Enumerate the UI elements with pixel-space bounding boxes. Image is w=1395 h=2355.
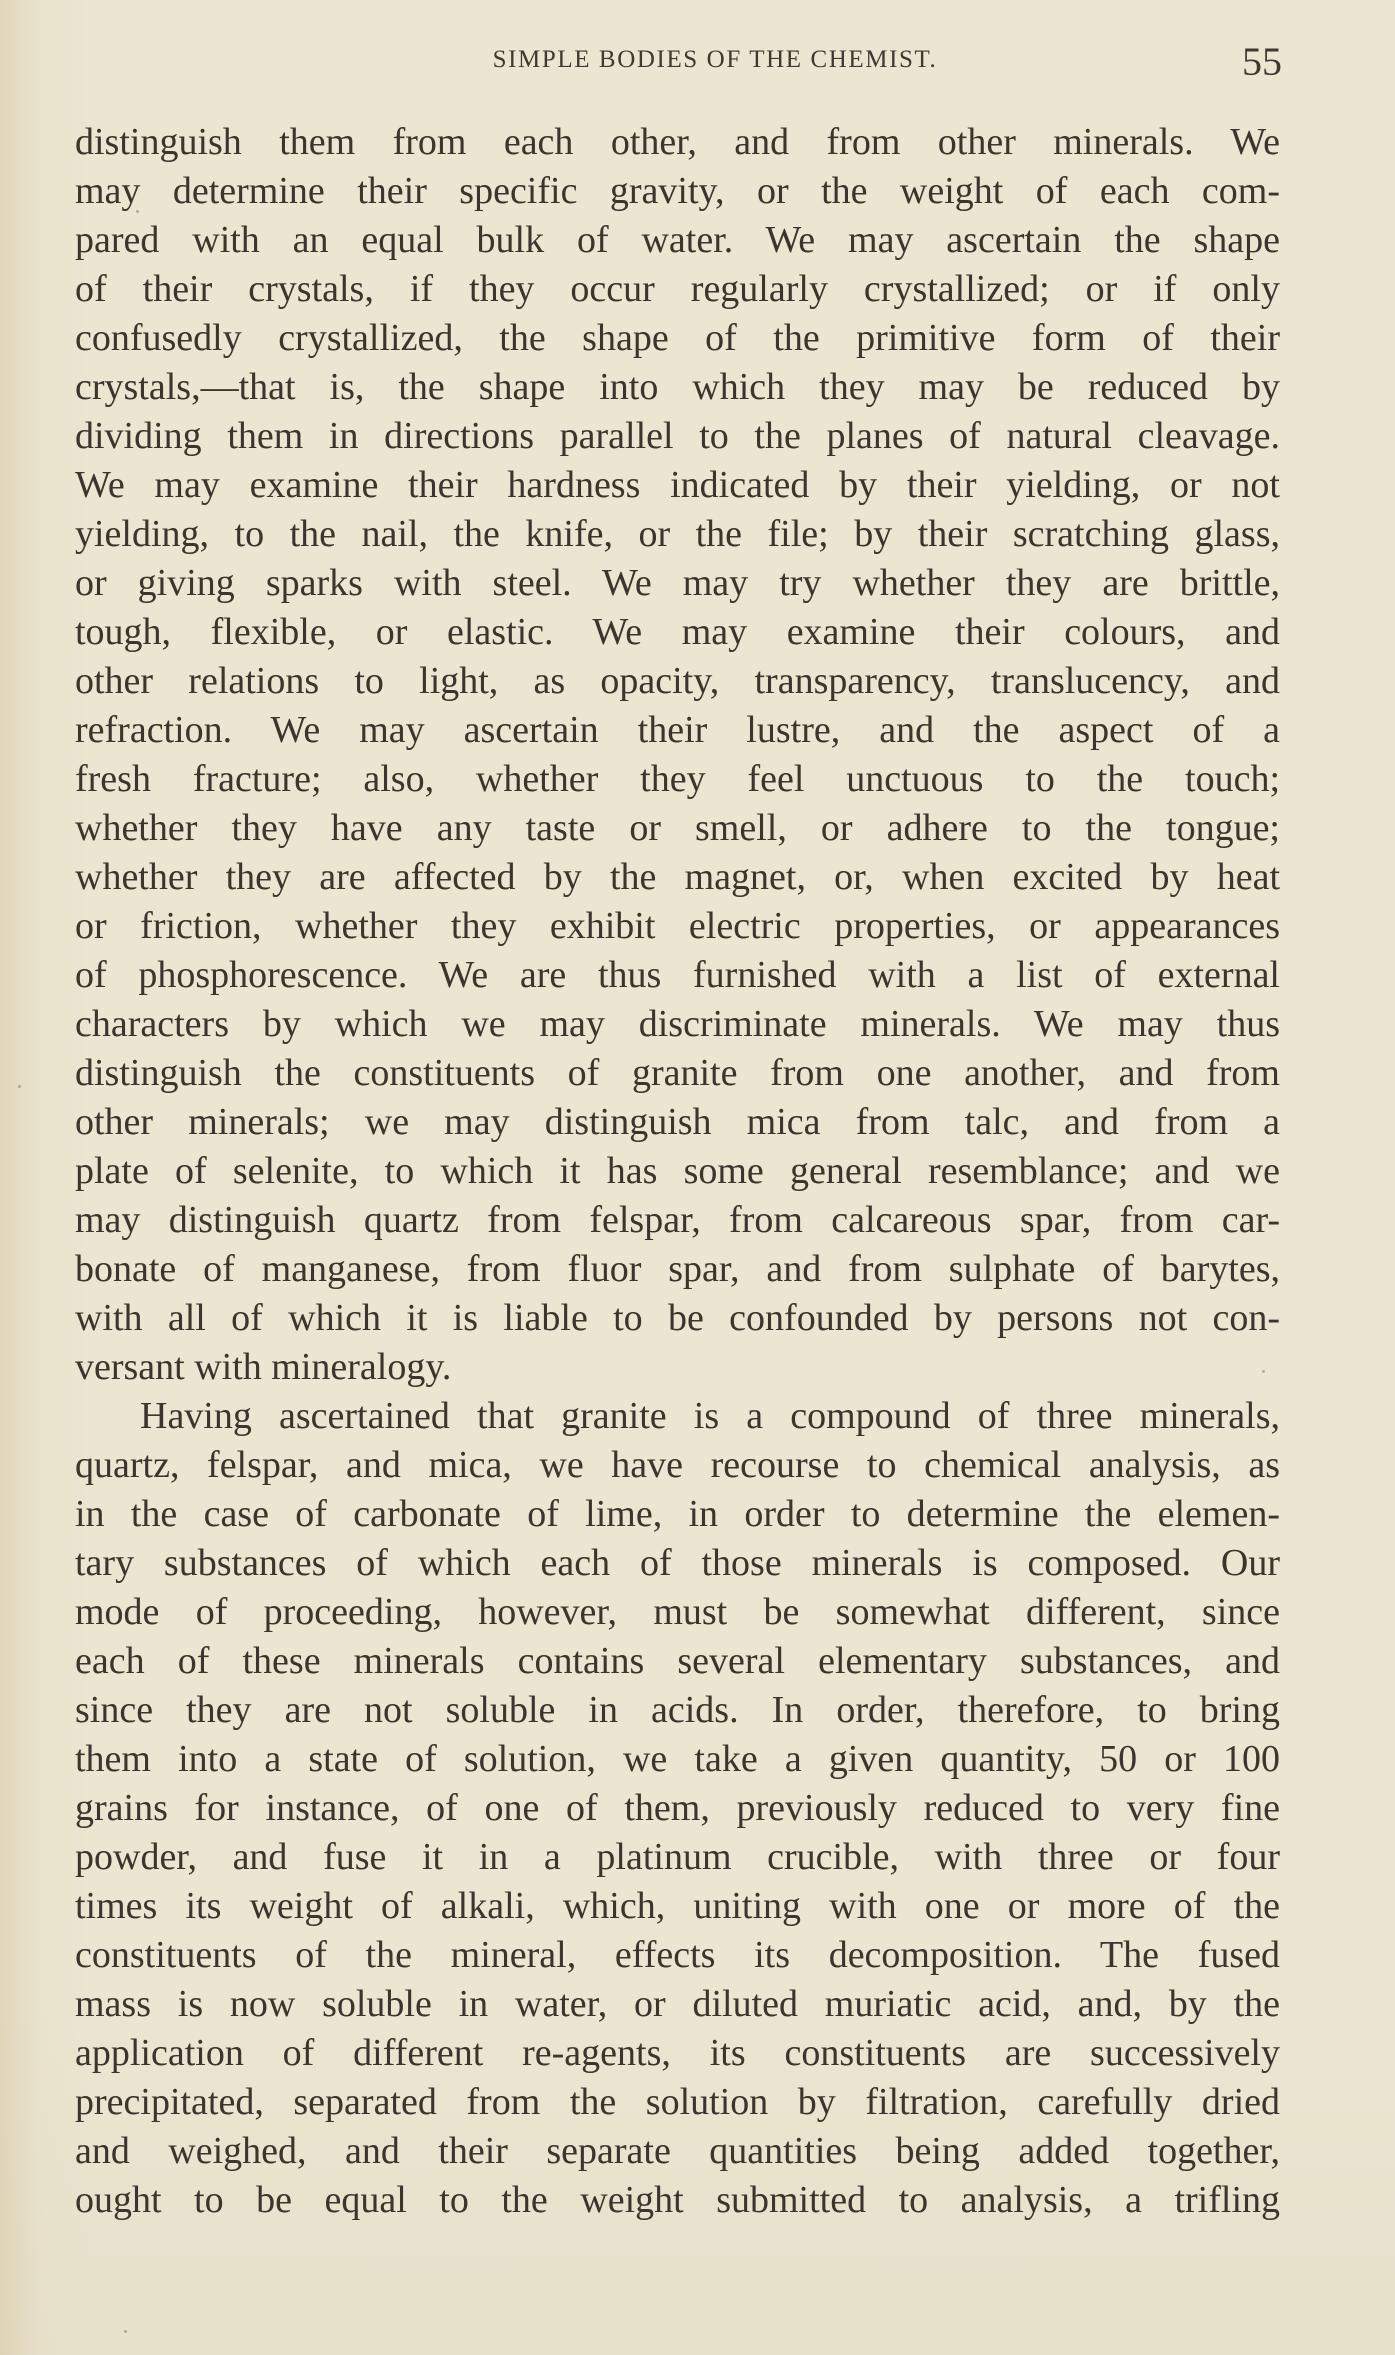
text-line: characters by which we may discriminate minerals. We may thus (75, 1003, 1280, 1045)
text-line: yielding, to the nail, the knife, or the file; by their scratching glass, (75, 513, 1280, 555)
paper-speck (1262, 1370, 1265, 1373)
text-line: times its weight of alkali, which, uniting with one or more of the (75, 1885, 1280, 1927)
text-line: distinguish the constituents of granite from one another, and from (75, 1052, 1280, 1094)
text-line: tary substances of which each of those minerals is composed. Our (75, 1542, 1280, 1584)
text-line: of phosphorescence. We are thus furnished with a list of external (75, 954, 1280, 996)
paragraph (75, 1392, 1280, 2225)
text-line: each of these minerals contains several elementary substances, and (75, 1640, 1280, 1682)
text-line: application of different re-agents, its constituents are successively (75, 2032, 1280, 2074)
text-line: and weighed, and their separate quantities being added together, (75, 2130, 1280, 2172)
text-line: pared with an equal bulk of water. We may ascertain the shape (75, 219, 1280, 261)
text-line: whether they are affected by the magnet, or, when excited by heat (75, 856, 1280, 898)
text-line: precipitated, separated from the solution by filtration, carefully dried (75, 2081, 1280, 2123)
paper-speck (18, 1085, 21, 1088)
text-line: refraction. We may ascertain their lustre, and the aspect of a (75, 709, 1280, 751)
text-line: in the case of carbonate of lime, in order to determine the elemen- (75, 1493, 1280, 1535)
page-number: 55 (1242, 39, 1282, 84)
text-line: fresh fracture; also, whether they feel unctuous to the touch; (75, 758, 1280, 800)
text-line: versant with mineralogy. (75, 1346, 452, 1388)
text-line: may distinguish quartz from felspar, from calcareous spar, from car- (75, 1199, 1280, 1241)
text-line: may determine their specific gravity, or the weight of each com- (75, 170, 1280, 212)
paper-speck (124, 2330, 127, 2333)
text-line: dividing them in directions parallel to the planes of natural cleavage. (75, 415, 1280, 457)
running-header-title: SIMPLE BODIES OF THE CHEMIST. (492, 46, 938, 73)
body-text (75, 118, 1280, 2225)
text-line: grains for instance, of one of them, previously reduced to very fine (75, 1787, 1280, 1829)
text-line: with all of which it is liable to be confounded by persons not con- (75, 1297, 1280, 1339)
text-line: since they are not soluble in acids. In order, therefore, to bring (75, 1689, 1280, 1731)
text-line: other relations to light, as opacity, transparency, translucency, and (75, 660, 1280, 702)
text-line: mass is now soluble in water, or diluted muriatic acid, and, by the (75, 1983, 1280, 2025)
text-line: tough, flexible, or elastic. We may examine their colours, and (75, 611, 1280, 653)
paragraph (75, 118, 1280, 1392)
text-line: other minerals; we may distinguish mica from talc, and from a (75, 1101, 1280, 1143)
text-line: ought to be equal to the weight submitted to analysis, a trifling (75, 2179, 1280, 2221)
text-line: whether they have any taste or smell, or adhere to the tongue; (75, 807, 1280, 849)
text-line: plate of selenite, to which it has some general resemblance; and we (75, 1150, 1280, 1192)
text-line: or friction, whether they exhibit electric properties, or appearances (75, 905, 1280, 947)
text-line: Having ascertained that granite is a compound of three minerals, (140, 1395, 1280, 1437)
paper-speck (136, 210, 139, 213)
text-line: confusedly crystallized, the shape of the primitive form of their (75, 317, 1280, 359)
text-line: quartz, felspar, and mica, we have recourse to chemical analysis, as (75, 1444, 1280, 1486)
text-line: them into a state of solution, we take a given quantity, 50 or 100 (75, 1738, 1280, 1780)
text-line: We may examine their hardness indicated by their yielding, or not (75, 464, 1280, 506)
text-line: crystals,—that is, the shape into which they may be reduced by (75, 366, 1280, 408)
text-line: constituents of the mineral, effects its decomposition. The fused (75, 1934, 1280, 1976)
text-line: of their crystals, if they occur regularly crystallized; or if only (75, 268, 1280, 310)
text-line: powder, and fuse it in a platinum crucible, with three or four (75, 1836, 1280, 1878)
text-line: or giving sparks with steel. We may try whether they are brittle, (75, 562, 1280, 604)
text-line: distinguish them from each other, and from other minerals. We (75, 121, 1280, 163)
text-line: bonate of manganese, from fluor spar, and from sulphate of barytes, (75, 1248, 1280, 1290)
text-line: mode of proceeding, however, must be somewhat different, since (75, 1591, 1280, 1633)
